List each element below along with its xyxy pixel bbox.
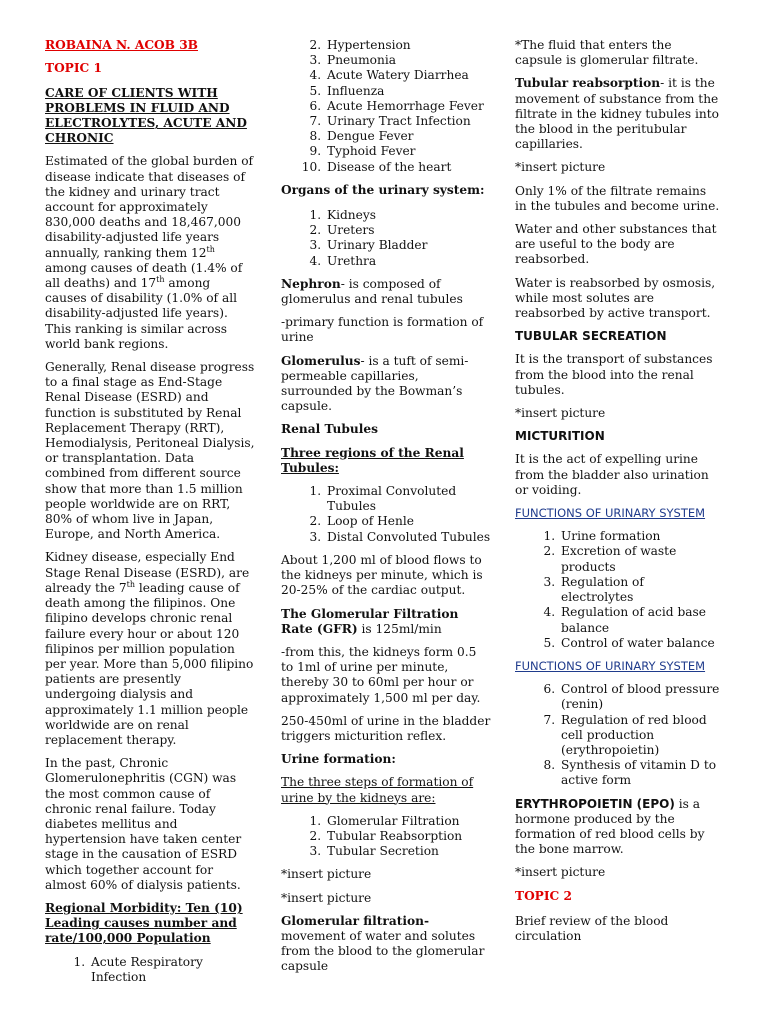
filtrate-note: *The fluid that enters the capsule is glomerular filtrate. — [515, 38, 699, 68]
list-item: 1. Acute Respiratory Infection — [89, 955, 255, 985]
list-item: 3. Distal Convoluted Tubules — [325, 530, 491, 545]
author-name: ROBAINA N. ACOB 3B — [45, 38, 198, 52]
osmosis-text: Water is reabsorbed by osmosis, while most solutes are reabsorbed by active transport. — [515, 275, 716, 321]
list-item: 8. Synthesis of vitamin D to active form — [559, 758, 720, 788]
paragraph-cgn: In the past, Chronic Glomerulonephritis (CGN) was the most common cause of chronic renal failure. Today diabetes mellitus and hypertension have taken center stage in the causation of ESRD which together account for almost 60% of dialysis patients. — [45, 756, 242, 892]
topic-2-label: TOPIC 2 — [515, 888, 572, 903]
list-item: 4. Regulation of acid base balance — [559, 605, 720, 635]
tubular-secretion-heading: TUBULAR SECREATION — [515, 329, 667, 344]
list-item: 2. Loop of Henle — [325, 514, 491, 529]
list-item: 8. Dengue Fever — [325, 129, 491, 144]
brief-review-text: Brief review of the blood circulation — [515, 913, 669, 943]
list-item: 2. Ureters — [325, 223, 491, 238]
micturition-text: It is the act of expelling urine from the bladder also urination or voiding. — [515, 452, 709, 497]
organs-heading: Organs of the urinary system: — [281, 182, 485, 197]
three-steps-heading: The three steps of formation of urine by the kidneys are: — [281, 775, 474, 805]
insert-picture-note: *insert picture — [515, 160, 606, 175]
causes-list-cont — [281, 38, 491, 175]
tubular-secretion-text: It is the transport of substances from the blood into the renal tubules. — [515, 352, 713, 397]
list-item: 1. Proximal Convoluted Tubules — [325, 484, 491, 514]
urine-formation-heading: Urine formation: — [281, 752, 396, 767]
column-1 — [45, 38, 255, 993]
topic-1-heading: CARE OF CLIENTS WITH PROBLEMS IN FLUID AND ELECTROLYTES, ACUTE AND CHRONIC — [45, 86, 247, 146]
list-item: 7. Regulation of red blood cell production (erythropoietin) — [559, 713, 720, 759]
causes-list-start — [45, 955, 255, 985]
glomerular-filtration-definition: Glomerular filtration- movement of water and solutes from the blood to the glomerular capsule — [281, 913, 485, 974]
micturition-heading: MICTURITION — [515, 429, 605, 444]
glomerulus-definition: Glomerulus- is a tuft of semi-permeable capillaries, surrounded by the Bowman’s capsule. — [281, 353, 469, 414]
renal-tubules-heading: Renal Tubules — [281, 422, 378, 437]
list-item: 2. Excretion of waste products — [559, 544, 720, 574]
list-item: 5. Influenza — [325, 84, 491, 99]
column-2 — [281, 38, 491, 983]
tubular-reabsorption-definition: Tubular reabsorption- it is the movement of substance from the filtrate in the kidney tubules into the blood in the peritubular capillaries. — [515, 76, 719, 152]
list-item: 6. Acute Hemorrhage Fever — [325, 99, 491, 114]
regional-morbidity-heading: Regional Morbidity: Ten (10) Leading causes number and rate/100,000 Population — [45, 900, 243, 946]
insert-picture-note: *insert picture — [281, 867, 372, 882]
paragraph-filipinos: Kidney disease, especially End Stage Renal Disease (ESRD), are already the 7th leading cause of death among the filipinos. One filipino develops chronic renal failure every hour or about 120 filipinos per million population per year. More than 5,000 filipino patients are presently undergoing dialysis and approximately 1.1 million people worldwide are on renal replacement therapy. — [45, 550, 254, 747]
list-item: 2. Tubular Reabsorption — [325, 829, 491, 844]
list-item: 3. Pneumonia — [325, 53, 491, 68]
list-item: 1. Glomerular Filtration — [325, 814, 491, 829]
gfr-text: The Glomerular Filtration Rate (GFR) is 125ml/min — [281, 606, 459, 636]
gfr-detail: -from this, the kidneys form 0.5 to 1ml of urine per minute, thereby 30 to 60ml per hour or approximately 1,500 ml per day. — [281, 644, 481, 705]
reabsorbed-text: Water and other substances that are useful to the body are reabsorbed. — [515, 222, 717, 267]
insert-picture-note: *insert picture — [515, 865, 606, 880]
list-item: 3. Regulation of electrolytes — [559, 575, 720, 605]
nephron-function: -primary function is formation of urine — [281, 315, 484, 345]
list-item: 9. Typhoid Fever — [325, 144, 491, 159]
list-item: 7. Urinary Tract Infection — [325, 114, 491, 129]
insert-picture-note: *insert picture — [515, 406, 606, 421]
list-item: 4. Urethra — [325, 254, 491, 269]
paragraph-esrd: Generally, Renal disease progress to a final stage as End-Stage Renal Disease (ESRD) and function is substituted by Renal Replacement Therapy (RRT), Hemodialysis, Peritoneal Dialysis, or transplantation. Data combined from different source show that more than 1.5 million people worldwide are on RRT, 80% of whom live in Japan, Europe, and North America. — [45, 360, 255, 542]
functions-heading-2: FUNCTIONS OF URINARY SYSTEM — [515, 658, 706, 673]
organs-list — [281, 208, 491, 269]
paragraph-burden: Estimated of the global burden of disease indicate that diseases of the kidney and urinary tract account for approximately 830,000 deaths and 18,467,000 disability-adjusted life years annually, ranking them 12th among causes of death (1.4% of all deaths) and 17th among causes of disability (1.0% of all disability-adjusted life years). This ranking is similar across world bank regions. — [45, 154, 254, 351]
list-item: 1. Urine formation — [559, 529, 720, 544]
three-regions-heading: Three regions of the Renal Tubules: — [281, 445, 464, 475]
list-item: 3. Tubular Secretion — [325, 844, 491, 859]
functions-list-1 — [515, 529, 720, 651]
insert-picture-note: *insert picture — [281, 890, 372, 905]
steps-list — [281, 814, 491, 860]
list-item: 3. Urinary Bladder — [325, 238, 491, 253]
epo-definition: ERYTHROPOIETIN (EPO) is a hormone produced by the formation of red blood cells by the bone marrow. — [515, 796, 705, 857]
filtrate-remains-text: Only 1% of the filtrate remains in the tubules and become urine. — [515, 183, 720, 213]
functions-heading-1: FUNCTIONS OF URINARY SYSTEM — [515, 506, 706, 521]
regions-list — [281, 484, 491, 545]
bladder-text: 250-450ml of urine in the bladder triggers micturition reflex. — [281, 713, 491, 743]
list-item: 10. Disease of the heart — [325, 160, 491, 175]
list-item: 4. Acute Watery Diarrhea — [325, 68, 491, 83]
blood-flow-text: About 1,200 ml of blood flows to the kidneys per minute, which is 20-25% of the cardiac output. — [281, 552, 483, 598]
column-3 — [515, 38, 720, 952]
list-item: 1. Kidneys — [325, 208, 491, 223]
list-item: 5. Control of water balance — [559, 636, 720, 651]
list-item: 2. Hypertension — [325, 38, 491, 53]
nephron-definition: Nephron- is composed of glomerulus and renal tubules — [281, 276, 463, 307]
functions-list-2 — [515, 682, 720, 788]
list-item: 6. Control of blood pressure (renin) — [559, 682, 720, 712]
topic-1-label: TOPIC 1 — [45, 61, 102, 76]
